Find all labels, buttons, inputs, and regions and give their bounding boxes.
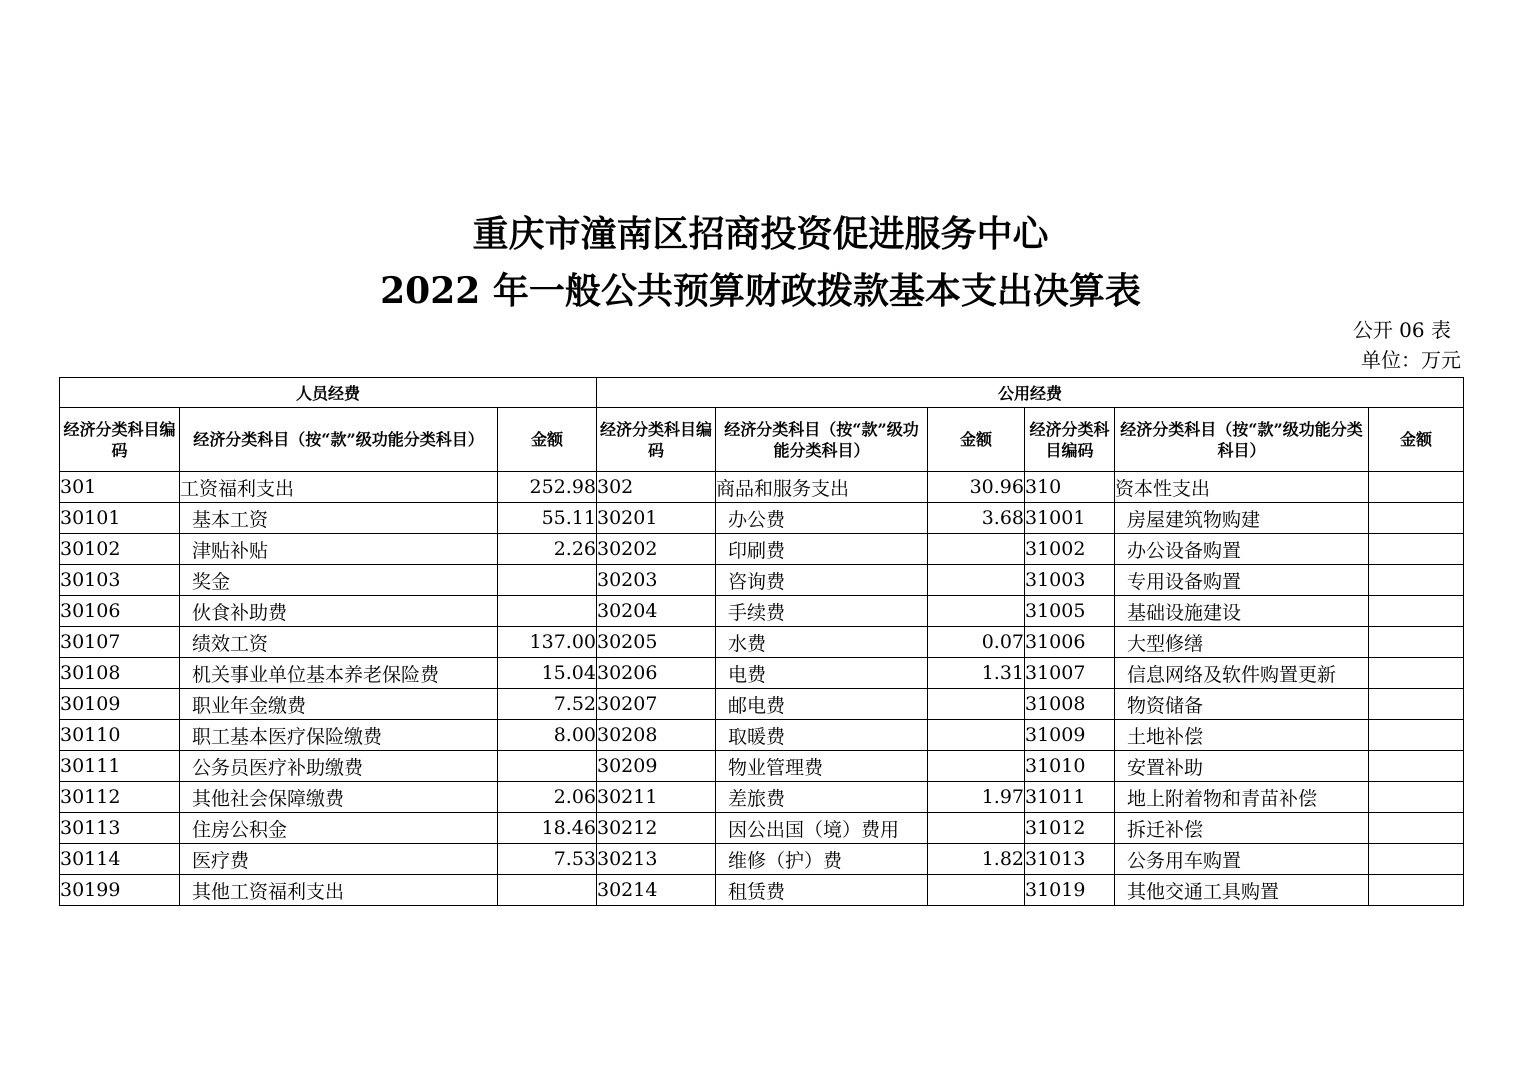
goods-amount	[928, 689, 1025, 720]
col-header-c-amount: 金额	[1369, 408, 1464, 472]
table-row	[60, 875, 1464, 906]
personnel-item: 津贴补贴	[180, 534, 498, 565]
goods-amount: 1.31	[928, 658, 1025, 689]
capital-amount	[1369, 813, 1464, 844]
goods-code: 30214	[597, 875, 716, 906]
goods-code: 30208	[597, 720, 716, 751]
capital-item: 土地补偿	[1115, 720, 1369, 751]
capital-amount	[1369, 658, 1464, 689]
capital-item: 基础设施建设	[1115, 596, 1369, 627]
goods-item: 差旅费	[716, 782, 928, 813]
goods-code: 30207	[597, 689, 716, 720]
personnel-code: 30114	[60, 844, 180, 875]
capital-code: 31006	[1025, 627, 1115, 658]
goods-item: 取暖费	[716, 720, 928, 751]
capital-item: 物资储备	[1115, 689, 1369, 720]
table-row	[60, 565, 1464, 596]
personnel-item: 职业年金缴费	[180, 689, 498, 720]
column-header-row	[60, 408, 1464, 472]
table-row	[60, 534, 1464, 565]
goods-item: 维修（护）费	[716, 844, 928, 875]
table-row	[60, 751, 1464, 782]
col-header-g-amount: 金额	[928, 408, 1025, 472]
goods-item: 咨询费	[716, 565, 928, 596]
col-header-p-name: 经济分类科目（按“款”级功能分类科目）	[180, 408, 498, 472]
personnel-item: 其他工资福利支出	[180, 875, 498, 906]
personnel-amount: 55.11	[498, 503, 597, 534]
goods-amount	[928, 565, 1025, 596]
personnel-item: 其他社会保障缴费	[180, 782, 498, 813]
col-header-c-code: 经济分类科目编码	[1025, 408, 1115, 472]
personnel-item: 伙食补助费	[180, 596, 498, 627]
personnel-code: 30108	[60, 658, 180, 689]
group-header-row	[60, 378, 1464, 408]
goods-code: 30211	[597, 782, 716, 813]
personnel-code: 30199	[60, 875, 180, 906]
table-row	[60, 813, 1464, 844]
personnel-amount	[498, 596, 597, 627]
goods-code: 30204	[597, 596, 716, 627]
personnel-item: 绩效工资	[180, 627, 498, 658]
col-header-p-code: 经济分类科目编码	[60, 408, 180, 472]
goods-code: 30213	[597, 844, 716, 875]
capital-amount	[1369, 596, 1464, 627]
personnel-code: 30109	[60, 689, 180, 720]
col-header-c-name: 经济分类科目（按“款”级功能分类科目）	[1115, 408, 1369, 472]
capital-item: 拆迁补偿	[1115, 813, 1369, 844]
capital-code: 31005	[1025, 596, 1115, 627]
personnel-amount	[498, 751, 597, 782]
personnel-amount: 2.26	[498, 534, 597, 565]
capital-item: 安置补助	[1115, 751, 1369, 782]
personnel-code: 30110	[60, 720, 180, 751]
goods-amount	[928, 813, 1025, 844]
personnel-code: 30102	[60, 534, 180, 565]
table-row	[60, 472, 1464, 503]
capital-amount	[1369, 751, 1464, 782]
personnel-code: 301	[60, 472, 180, 503]
capital-item: 专用设备购置	[1115, 565, 1369, 596]
personnel-code: 30106	[60, 596, 180, 627]
personnel-amount: 18.46	[498, 813, 597, 844]
capital-item: 公务用车购置	[1115, 844, 1369, 875]
goods-amount: 1.82	[928, 844, 1025, 875]
capital-item: 房屋建筑物购建	[1115, 503, 1369, 534]
capital-code: 31002	[1025, 534, 1115, 565]
personnel-amount: 8.00	[498, 720, 597, 751]
goods-amount: 1.97	[928, 782, 1025, 813]
personnel-item: 职工基本医疗保险缴费	[180, 720, 498, 751]
table-row	[60, 720, 1464, 751]
capital-code: 31007	[1025, 658, 1115, 689]
capital-amount	[1369, 720, 1464, 751]
goods-code: 30212	[597, 813, 716, 844]
capital-code: 31009	[1025, 720, 1115, 751]
personnel-item: 住房公积金	[180, 813, 498, 844]
capital-amount	[1369, 782, 1464, 813]
personnel-amount: 137.00	[498, 627, 597, 658]
capital-item: 其他交通工具购置	[1115, 875, 1369, 906]
capital-item: 信息网络及软件购置更新	[1115, 658, 1369, 689]
goods-code: 30206	[597, 658, 716, 689]
personnel-item: 奖金	[180, 565, 498, 596]
page-subtitle: 2022 年一般公共预算财政拨款基本支出决算表	[380, 270, 1141, 312]
goods-item: 手续费	[716, 596, 928, 627]
goods-item: 水费	[716, 627, 928, 658]
personnel-amount: 15.04	[498, 658, 597, 689]
table-row	[60, 782, 1464, 813]
col-header-g-code: 经济分类科目编码	[597, 408, 716, 472]
personnel-item: 医疗费	[180, 844, 498, 875]
capital-code: 31008	[1025, 689, 1115, 720]
capital-amount	[1369, 875, 1464, 906]
goods-amount: 30.96	[928, 472, 1025, 503]
col-header-p-amount: 金额	[498, 408, 597, 472]
capital-amount	[1369, 689, 1464, 720]
personnel-code: 30107	[60, 627, 180, 658]
personnel-amount: 252.98	[498, 472, 597, 503]
capital-code: 310	[1025, 472, 1115, 503]
table-row	[60, 627, 1464, 658]
personnel-item: 工资福利支出	[180, 472, 498, 503]
goods-code: 30205	[597, 627, 716, 658]
unit-label: 单位：万元	[1361, 348, 1461, 372]
goods-item: 商品和服务支出	[716, 472, 928, 503]
goods-item: 邮电费	[716, 689, 928, 720]
group-public: 公用经费	[597, 378, 1464, 408]
capital-code: 31011	[1025, 782, 1115, 813]
personnel-amount	[498, 875, 597, 906]
goods-item: 因公出国（境）费用	[716, 813, 928, 844]
goods-amount: 3.68	[928, 503, 1025, 534]
goods-amount	[928, 751, 1025, 782]
table-row	[60, 596, 1464, 627]
personnel-item: 公务员医疗补助缴费	[180, 751, 498, 782]
goods-item: 电费	[716, 658, 928, 689]
table-row	[60, 844, 1464, 875]
goods-amount	[928, 596, 1025, 627]
capital-code: 31012	[1025, 813, 1115, 844]
group-personnel: 人员经费	[60, 378, 597, 408]
capital-code: 31010	[1025, 751, 1115, 782]
table-row	[60, 503, 1464, 534]
goods-amount	[928, 720, 1025, 751]
goods-code: 302	[597, 472, 716, 503]
table-number: 公开 06 表	[1352, 318, 1451, 342]
capital-code: 31001	[1025, 503, 1115, 534]
goods-code: 30201	[597, 503, 716, 534]
personnel-code: 30113	[60, 813, 180, 844]
capital-amount	[1369, 844, 1464, 875]
goods-amount	[928, 875, 1025, 906]
personnel-amount	[498, 565, 597, 596]
goods-code: 30203	[597, 565, 716, 596]
goods-amount: 0.07	[928, 627, 1025, 658]
capital-amount	[1369, 534, 1464, 565]
goods-item: 办公费	[716, 503, 928, 534]
budget-table	[59, 377, 1464, 906]
page-title: 重庆市潼南区招商投资促进服务中心	[472, 213, 1049, 255]
capital-amount	[1369, 503, 1464, 534]
personnel-item: 机关事业单位基本养老保险费	[180, 658, 498, 689]
personnel-code: 30111	[60, 751, 180, 782]
capital-item: 大型修缮	[1115, 627, 1369, 658]
personnel-code: 30112	[60, 782, 180, 813]
personnel-amount: 7.53	[498, 844, 597, 875]
personnel-amount: 2.06	[498, 782, 597, 813]
personnel-code: 30103	[60, 565, 180, 596]
capital-code: 31013	[1025, 844, 1115, 875]
goods-item: 印刷费	[716, 534, 928, 565]
table-row	[60, 689, 1464, 720]
col-header-g-name: 经济分类科目（按“款”级功能分类科目）	[716, 408, 928, 472]
goods-amount	[928, 534, 1025, 565]
capital-amount	[1369, 627, 1464, 658]
goods-item: 租赁费	[716, 875, 928, 906]
personnel-code: 30101	[60, 503, 180, 534]
capital-code: 31003	[1025, 565, 1115, 596]
personnel-item: 基本工资	[180, 503, 498, 534]
capital-code: 31019	[1025, 875, 1115, 906]
table-row	[60, 658, 1464, 689]
personnel-amount: 7.52	[498, 689, 597, 720]
capital-item: 地上附着物和青苗补偿	[1115, 782, 1369, 813]
capital-item: 办公设备购置	[1115, 534, 1369, 565]
capital-amount	[1369, 565, 1464, 596]
goods-code: 30202	[597, 534, 716, 565]
goods-item: 物业管理费	[716, 751, 928, 782]
goods-code: 30209	[597, 751, 716, 782]
capital-item: 资本性支出	[1115, 472, 1369, 503]
capital-amount	[1369, 472, 1464, 503]
